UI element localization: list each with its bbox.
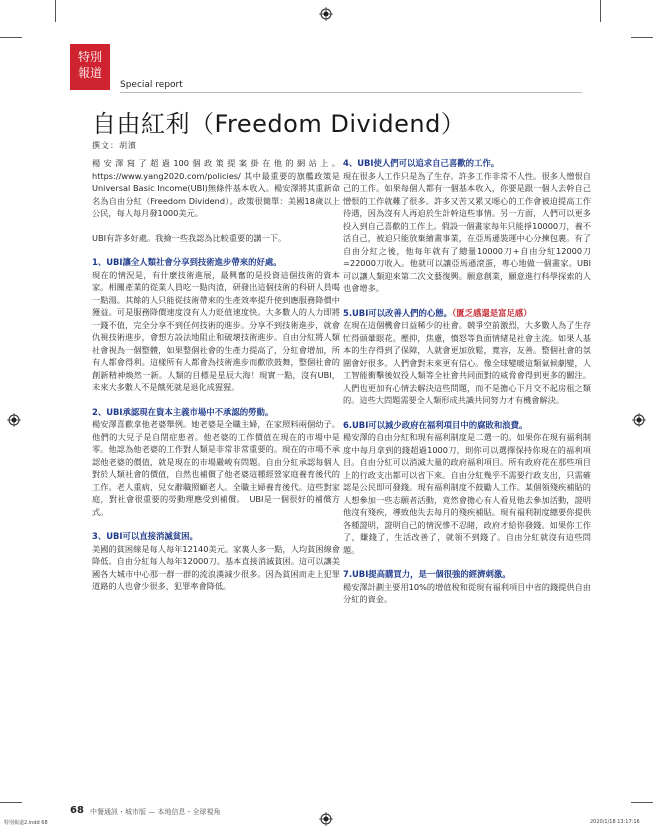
body-paragraph: 在現在這個機會日益稀少的社會。競爭空前激烈，大多數人為了生存忙得頭暈眼花。壓抑，焦慮，憤怒等負面情緒是社會主流。如果人基本的生存得到了保障，人就會更加放鬆，寬容，友善。整個社會的氛圍會好很多。人們會對未來更有信心。像全球變暖這類氣候劇變，人工智能衝擊後奴役人類等全社會共同面對的威脅會得到更多的關注。人們也更加有心情去解決這些問題，而不是擔心下月交不起房租之類的。這些大問題需要全人類形成共識共同努力才有機會解決。 bbox=[343, 320, 591, 405]
body-paragraph: 楊安澤計劃主要用10%的增值稅和從現有福利項目中省的錢提供自由分紅的資金。 bbox=[343, 581, 591, 604]
section-heading-text: 4、UBI使人們可以追求自己喜歡的工作。 bbox=[343, 158, 500, 168]
section-tab bbox=[70, 44, 110, 90]
page-number: 68 bbox=[70, 805, 84, 816]
body-paragraph: 楊安澤喜歡拿他老婆舉例。她老婆是全職主婦，在家照料兩個幼子。他們的大兒子是自閉症患者。他老婆的工作價值在現在的市場中是零。他認為他老婆的工作對人類是非常非常重要的。現在的市場不承認他老婆的價值，就是現在的市場嚴峻有問題。自由分紅承認每個人對於人類社會的價值，自然也補償了他老婆這種經營家庭養育後代的工作。老人重病，兒女辭職照顧老人。全職主婦養育後代。這些對家庭，對社會很重要的勞動理應受到補償。 UBI是一個很好的補償方式。 bbox=[92, 419, 340, 517]
section-heading bbox=[92, 256, 340, 269]
body-paragraph: 楊安澤寫了超過100個政策提案掛在他的網站上。https://www.yang2020.com/policies/ 其中最重要的旗艦政策是Universal Basic Income(UBI)無條件基本收入。楊安澤將其重新命名為自由分紅（Freedom Dividend）。政策很簡單：美國18歲以上公民，每人每月發1000美元。 bbox=[92, 158, 340, 218]
registration-mark-icon bbox=[632, 413, 646, 427]
body-paragraph: UBI有許多好處。我撿一些我認為比較重要的講一下。 bbox=[92, 232, 287, 243]
print-slug-date: 2020/1/18 13:17:16 bbox=[590, 819, 640, 825]
crop-mark bbox=[631, 37, 653, 38]
crop-mark bbox=[600, 0, 601, 22]
crop-mark bbox=[0, 802, 22, 803]
left-column bbox=[92, 157, 340, 593]
body-paragraph: 現在很多人工作只是為了生存。許多工作非常不人性。很多人憎恨自己的工作。如果每個人都有一個基本收入，你要是跟一個人去幹自己憎恨的工作就難了很多。許多又苦又累又噁心的工作會被迫提高工作待遇，因為沒有人再迫於生計幹這些事情。另一方面，人們可以更多投入到自己喜歡的工作上。假設一個畫家每年只能掙10000刀，養不活自己，被迫只能放棄繪畫事業，在亞馬遜裝運中心分揀包裹。有了自由分紅之後，他每年就有了總量10000刀+自由分紅12000刀=22000刀收入。他就可以讓亞馬遜滾蛋，專心地做一個畫家。UBI可以讓人類迎來第二次文藝復興。願意創業，願意進行科學探索的人也會增多。 bbox=[343, 170, 591, 293]
section-label-line1: 特別 bbox=[77, 50, 102, 64]
section-label-line2: 報道 bbox=[77, 66, 102, 80]
section-heading-text: 3、UBI可以直接消滅貧困。 bbox=[92, 531, 198, 541]
section-heading bbox=[343, 157, 591, 170]
section-heading-text: 1、UBI讓全人類社會分享到技術進步帶來的好處。 bbox=[92, 257, 282, 267]
section-label-english: Special report bbox=[120, 80, 183, 90]
crop-mark bbox=[0, 37, 22, 38]
article-title: 自由紅利（Freedom Dividend） bbox=[92, 110, 466, 138]
right-column bbox=[343, 157, 591, 606]
crop-mark bbox=[55, 0, 56, 22]
registration-mark-icon bbox=[319, 7, 333, 21]
section-heading-text: 5.UBI可以改善人們的心態。 bbox=[343, 307, 453, 318]
section-heading-note: （匱乏感還是富足感） bbox=[452, 307, 532, 318]
body-paragraph: 美國的貧困線是每人每年12140美元。家裏人多一點，人均貧困線會降低。自由分紅每人每年12000刀。基本直接消滅貧困。這可以讓美國各大城市中心那一群一群的流浪漢減少很多。因為貧困而走上犯罪道路的人也會少很多，犯罪率會降低。 bbox=[92, 543, 340, 591]
body-paragraph: 現在的情況是，有什麼技術進展，最興奮的是投資這個技術的資本家。相關產業的從業人員吃一點肉渣，研發出這個技術的科研人員喝一點湯。其餘的人只能從技術帶來的生產效率提升使到應服務降價中獲益。可是服務降價速度沒有人力貶值速度快。大多數人的人力即將一錢不值，完全分享不到任何技術的進步。分享不到技術進步，就會仇視技術進步，會想方設法地阻止和破壞技術進步。自由分紅將人類社會視為一個整體，如果整個社會的生產力提高了，分紅會增加，所有人都會得利。這樣所有人都會為技術進步而歡欣鼓舞，整個社會的創新精神煥然一新。人類的目標是星辰大海！現實一點，沒有UBI，未來大多數人不是餓死就是退化成猩猩。 bbox=[92, 269, 340, 392]
section-heading bbox=[343, 568, 591, 581]
crop-mark bbox=[631, 802, 653, 803]
registration-mark-icon bbox=[7, 413, 21, 427]
section-heading bbox=[343, 419, 591, 432]
magazine-name: 中餐通訊・城市版 — 本地信息・全球視角 bbox=[90, 808, 221, 816]
section-heading bbox=[343, 307, 591, 320]
section-heading-text: 6.UBI可以減少政府在福利項目中的腐敗和浪費。 bbox=[343, 419, 528, 430]
section-heading bbox=[92, 530, 340, 543]
body-paragraph: 楊安澤的自由分紅和現有福利制度是二選一的。如果你在現有福利制度中每月拿到的錢超過1000刀，則你可以選擇保持你現在的福利項目。自由分紅可以消滅大量的政府福利項目。所有政府花在那些項目上的行政支出都可以省下來。自由分紅幾乎不需要行政支出，只需確認是公民即可發錢。現有福利制度不鼓勵人工作。某個領殘疾補貼的人想參加一些志願者活動，竟然會擔心有人看見他去參加活動，證明他沒有殘疾，導致他失去每月的殘疾補貼。現有福利制度總要你提供各種證明，證明自己的情況慘不忍睹，政府才給你發錢。如果你工作了，賺錢了，生活改善了，就領不到錢了。自由分紅就沒有這些問題。 bbox=[343, 432, 591, 555]
header-divider bbox=[120, 92, 582, 93]
registration-mark-icon bbox=[319, 812, 333, 826]
section-heading-text: 7.UBI提高購買力，是一個很強的經濟刺激。 bbox=[343, 569, 511, 579]
section-heading bbox=[92, 406, 340, 419]
article-author: 撰文：胡濱 bbox=[92, 141, 137, 150]
print-slug-file: 特別報道2.indd 68 bbox=[4, 820, 48, 826]
section-heading-text: 2、UBI承認現在資本主義市場中不承認的勞動。 bbox=[92, 406, 274, 417]
